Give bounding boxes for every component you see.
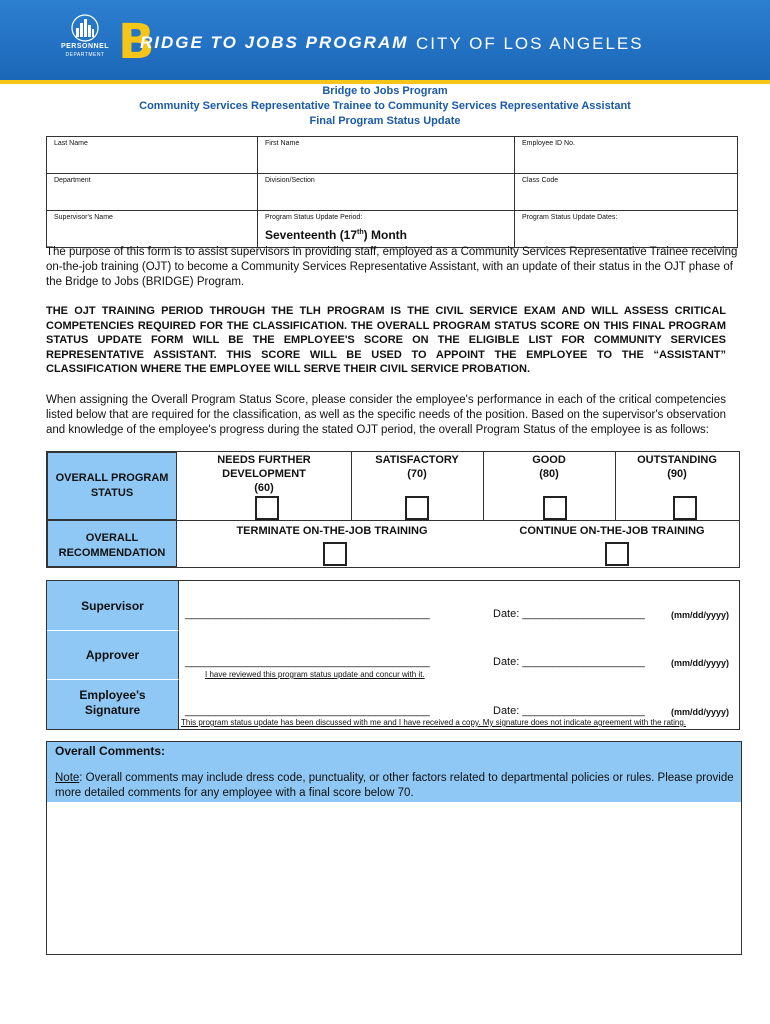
- purpose-paragraph: The purpose of this form is to assist supervisors in providing staff, employed as a Community Services Representative Trainee receiving on-the-job training (OJT) to become a Community Services Representative Assistant, with an update of their status in the OJT phase of the Bridge to Jobs (BRIDGE) Program.: [46, 246, 738, 288]
- instructions-paragraph: When assigning the Overall Program Status Score, please consider the employee's performance in each of the critical competencies listed below that are required for the classification, as well as the specific needs of the position. Based on the supervisor's observation and knowledge of the employee's progress during the stated OJT period, the overall Program Status of the employee is as follows:: [46, 394, 726, 436]
- comments-note: [55, 771, 735, 801]
- note-label: Note: [55, 772, 80, 784]
- note-text: : Overall comments may include dress code, punctuality, or other factors related to departmental policies or rules. Please provide more detailed comments for any employee with a final score below 70.: [55, 772, 734, 799]
- option-outstanding: [615, 453, 739, 481]
- option-label: NEEDS FURTHER DEVELOPMENT: [217, 454, 311, 480]
- option-value: (80): [539, 468, 559, 480]
- title-line-3: Final Program Status Update: [309, 115, 461, 127]
- score-box: [46, 451, 740, 568]
- update-period-cell: [258, 211, 515, 248]
- option-value: (60): [254, 482, 274, 494]
- outstanding-checkbox[interactable]: [673, 496, 697, 520]
- approver-note: I have reviewed this program status update and concur with it.: [205, 670, 425, 679]
- employee-id-field[interactable]: [515, 137, 738, 174]
- employee-signature-label: [47, 679, 179, 729]
- supervisor-name-field[interactable]: [47, 211, 258, 248]
- supervisor-date-format: (mm/dd/yyyy): [671, 610, 730, 620]
- signature-box: [46, 580, 740, 730]
- terminate-checkbox[interactable]: [323, 542, 347, 566]
- city-skyline-icon: [69, 14, 101, 42]
- employee-date-format: (mm/dd/yyyy): [671, 707, 730, 717]
- supervisor-name-label: Supervisor's Name: [54, 214, 113, 221]
- division-label: Division/Section: [265, 177, 315, 184]
- option-label: SATISFACTORY: [375, 454, 459, 466]
- option-label: OUTSTANDING: [637, 454, 717, 466]
- satisfactory-checkbox[interactable]: [405, 496, 429, 520]
- notice-paragraph: THE OJT TRAINING PERIOD THROUGH THE TLH PROGRAM IS THE CIVIL SERVICE EXAM AND WILL ASSESS CRITICAL COMPETENCIES REQUIRED FOR THE CLASSIFICATION. THE OVERALL PROGRAM STATUS SCORE ON THIS FINAL PROGRAM STATUS UPDATE FORM WILL BE THE EMPLOYEE'S SCORE ON THE ELIGIBLE LIST FOR COMMUNITY SERVICES REPRESENTATIVE ASSISTANT. THIS SCORE WILL BE USED TO APPOINT THE EMPLOYEE TO THE “ASSISTANT” CLASSIFICATION WHERE THE EMPLOYEE WILL SERVE THEIR CIVIL SERVICE PROBATION.: [46, 305, 726, 375]
- option-value: (90): [667, 468, 687, 480]
- last-name-label: Last Name: [54, 140, 88, 147]
- period-text-pre: Seventeenth (17: [265, 228, 358, 242]
- city-name: CITY OF LOS ANGELES: [416, 34, 644, 53]
- continue-label: CONTINUE ON-THE-JOB TRAINING: [519, 525, 705, 537]
- title-line-2: Community Services Representative Trainee to Community Services Representative Assistant: [139, 100, 631, 112]
- supervisor-label: Supervisor: [47, 581, 179, 630]
- needs-development-checkbox[interactable]: [255, 496, 279, 520]
- class-code-label: Class Code: [522, 177, 559, 184]
- update-dates-field[interactable]: [515, 211, 738, 248]
- department-field[interactable]: [47, 174, 258, 211]
- option-satisfactory: [351, 453, 483, 481]
- employee-label-1: Employee's: [79, 688, 146, 702]
- employee-signature-line[interactable]: ________________________________________: [185, 705, 430, 717]
- employee-note: This program status update has been discussed with me and I have received a copy. My signature does not indicate agreement with the rating.: [181, 718, 687, 727]
- period-text-post: ) Month: [363, 228, 407, 242]
- program-title: RIDGE TO JOBS PROGRAM: [140, 33, 409, 52]
- first-name-label: First Name: [265, 140, 300, 147]
- form-titles: [0, 84, 770, 129]
- approver-date-field[interactable]: Date: ____________________: [493, 656, 645, 668]
- update-period-label: Program Status Update Period:: [265, 214, 363, 221]
- terminate-label: TERMINATE ON-THE-JOB TRAINING: [236, 525, 428, 537]
- good-checkbox[interactable]: [543, 496, 567, 520]
- first-name-field[interactable]: [258, 137, 515, 174]
- continue-checkbox[interactable]: [605, 542, 629, 566]
- employee-info-table: [46, 136, 738, 248]
- approver-date-format: (mm/dd/yyyy): [671, 658, 730, 668]
- option-value: (70): [407, 468, 427, 480]
- employee-date-field[interactable]: Date: ____________________: [493, 705, 645, 717]
- supervisor-signature-line[interactable]: ________________________________________: [185, 608, 430, 620]
- option-needs-development: [197, 453, 331, 495]
- employee-label-2: Signature: [84, 703, 141, 717]
- logo-line-1: PERSONNEL: [60, 43, 110, 50]
- approver-label: Approver: [47, 630, 179, 679]
- divider: [177, 520, 739, 521]
- supervisor-date-field[interactable]: Date: ____________________: [493, 608, 645, 620]
- division-field[interactable]: [258, 174, 515, 211]
- comments-box[interactable]: [46, 741, 742, 955]
- program-initial: B: [118, 14, 155, 70]
- period-sup: th: [357, 229, 364, 236]
- overall-recommendation-label: OVERALL RECOMMENDATION: [47, 520, 177, 567]
- class-code-field[interactable]: [515, 174, 738, 211]
- department-label: Department: [54, 177, 91, 184]
- title-line-1: Bridge to Jobs Program: [322, 85, 448, 97]
- last-name-field[interactable]: [47, 137, 258, 174]
- comments-title: Overall Comments:: [55, 744, 166, 758]
- comments-header: [47, 742, 741, 802]
- logo-line-2: DEPARTMENT: [65, 52, 105, 58]
- employee-id-label: Employee ID No.: [522, 140, 575, 147]
- update-dates-label: Program Status Update Dates:: [522, 214, 618, 221]
- personnel-logo: [55, 14, 115, 64]
- header-banner: [0, 0, 770, 84]
- option-good: [483, 453, 615, 481]
- overall-status-label: OVERALL PROGRAM STATUS: [47, 452, 177, 520]
- approver-signature-line[interactable]: ________________________________________: [185, 656, 430, 668]
- option-label: GOOD: [532, 454, 566, 466]
- update-period-value: [265, 228, 507, 242]
